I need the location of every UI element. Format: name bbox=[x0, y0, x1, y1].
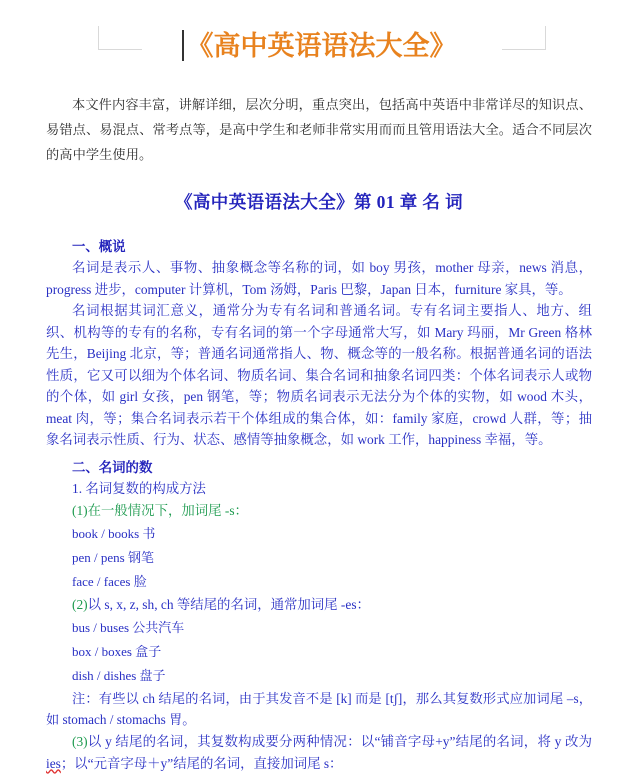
rule-2-text: 以 s, x, z, sh, ch 等结尾的名词，通常加词尾 -es： bbox=[87, 596, 370, 612]
chapter-heading: 《高中英语语法大全》第 01 章 名 词 bbox=[175, 192, 463, 212]
overview-paragraph-2: 名词根据其词汇意义，通常分为专有名词和普通名词。专有名词主要指人、地方、组织、机构等的专有的名称，专有名词的第一个字母通常大写，如 Mary 玛丽，Mr Green 格林先生，Beijing 北京，等；普通名词通常指人、物、概念等的一般名称。根据普通名词的语法性质，它又可以细为个体名词、物质名词、集合名词和抽象名词四类：个体名词表示人或物的个体，如 girl 女孩，pen 钢笔，等；物质名词表示无法分为个体的实物，如 wood 木头，meat 肉，等；集合名词表示若干个体组成的集合体，如：family 家庭，crowd 人群，等；抽象名词表示性质、行为、状态、感情等抽象概念，如 work 工作，happiness 幸福，等。 bbox=[46, 303, 592, 447]
rule-2-note: 注：有些以 ch 结尾的名词，由于其发音不是 [k] 而是 [tʃ]，那么其复数形式应加词尾 –s，如 stomach / stomachs 胃。 bbox=[46, 690, 592, 727]
rule-2-example-1: bus / buses 公共汽车 bbox=[72, 619, 185, 635]
text-cursor-caret bbox=[182, 30, 184, 61]
rule-2-example-2: box / boxes 盒子 bbox=[72, 643, 162, 659]
document-title-row bbox=[46, 26, 592, 68]
rule-2-line bbox=[46, 594, 592, 616]
section-heading-noun-number: 二、名词的数 bbox=[72, 459, 153, 475]
document-content bbox=[0, 26, 640, 775]
rule-1-line bbox=[46, 500, 592, 522]
rule-3-marker: (3) bbox=[72, 733, 88, 749]
rule-1-example-3: face / faces 脸 bbox=[72, 573, 147, 589]
section-heading-overview: 一、概说 bbox=[72, 239, 126, 254]
rule-1-example-2: pen / pens 钢笔 bbox=[72, 549, 154, 565]
subsection-heading-plural-formation: 1. 名词复数的构成方法 bbox=[72, 480, 206, 496]
overview-paragraph-1: 名词是表示人、事物、抽象概念等名称的词，如 boy 男孩，mother 母亲，news 消息，progress 进步，computer 计算机，Tom 汤姆，Paris 巴黎，Japan 日本，furniture 家具，等。 bbox=[46, 260, 592, 297]
rule-1-marker: (1) bbox=[72, 502, 88, 518]
rule-3-text-part-b: ；以“元音字母＋y”结尾的名词，直接加词尾 s： bbox=[60, 755, 343, 771]
rule-1-text: 在一般情况下，加词尾 -s： bbox=[87, 502, 248, 518]
rule-1-example-1: book / books 书 bbox=[72, 525, 156, 541]
spellcheck-flagged-word: ies bbox=[46, 755, 61, 771]
page-title: 《高中英语语法大全》 bbox=[186, 31, 457, 61]
intro-paragraph: 本文件内容丰富，讲解详细，层次分明，重点突出，包括高中英语中非常详尽的知识点、易错点、易混点、常考点等，是高中学生和老师非常实用而而且管用语法大全。适合不同层次的高中学生使用。 bbox=[46, 97, 592, 162]
rule-2-example-3: dish / dishes 盘子 bbox=[72, 667, 166, 683]
rule-3-text-part-a: 以 y 结尾的名词，其复数构成要分两种情况：以“铺音字母+y”结尾的名词，将 y 改为 bbox=[87, 733, 592, 749]
rule-2-marker: (2) bbox=[72, 596, 88, 612]
document-page bbox=[0, 26, 640, 771]
rule-3-line bbox=[46, 731, 592, 775]
